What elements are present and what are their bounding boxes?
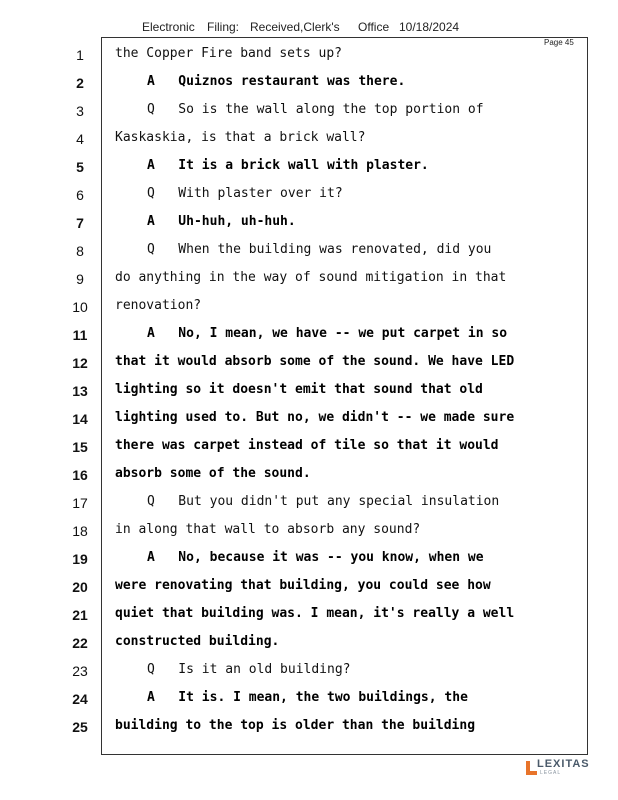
filing-stamp-word: Office [358,20,390,34]
line-number: 1 [76,47,84,63]
testimony-line: Q But you didn't put any special insulation [147,494,500,509]
page-number: Page 45 [544,38,574,47]
line-number: 22 [72,635,88,651]
testimony-line: renovation? [115,298,202,313]
testimony-line: Q When the building was renovated, did you [147,242,492,257]
testimony-answer-line: absorb some of the sound. [115,466,311,481]
line-number: 17 [72,495,88,511]
line-number: 19 [72,551,88,567]
line-number: 2 [76,75,84,91]
lexitas-logo-icon [524,760,538,776]
line-number: 12 [72,355,88,371]
testimony-answer-line: A No, because it was -- you know, when we [147,550,484,565]
testimony-answer-line: A It is a brick wall with plaster. [147,158,429,173]
line-number: 18 [72,523,88,539]
line-number: 16 [72,467,88,483]
testimony-answer-line: constructed building. [115,634,280,649]
line-number: 24 [72,691,88,707]
line-number: 6 [76,187,84,203]
line-number: 25 [72,719,88,735]
testimony-answer-line: A Quiznos restaurant was there. [147,74,406,89]
testimony-answer-line: A Uh-huh, uh-huh. [147,214,296,229]
line-number: 15 [72,439,88,455]
filing-stamp-word: Electronic [142,20,195,34]
testimony-answer-line: were renovating that building, you could see how [115,578,491,593]
line-number: 3 [76,103,84,119]
testimony-line: the Copper Fire band sets up? [115,46,342,61]
line-number: 14 [72,411,88,427]
testimony-line: Q So is the wall along the top portion of [147,102,484,117]
line-number: 4 [76,131,84,147]
line-number: 9 [76,271,84,287]
testimony-answer-line: A It is. I mean, the two buildings, the [147,690,468,705]
testimony-answer-line: A No, I mean, we have -- we put carpet in so [147,326,508,341]
line-number: 7 [76,215,84,231]
filing-stamp-word: Filing: [207,20,240,34]
testimony-line: do anything in the way of sound mitigation in that [115,270,507,285]
testimony-answer-line: that it would absorb some of the sound. We have LED [115,354,515,369]
line-number: 8 [76,243,84,259]
testimony-answer-line: lighting used to. But no, we didn't -- we made sure [115,410,515,425]
testimony-line: Q With plaster over it? [147,186,343,201]
testimony-answer-line: building to the top is older than the building [115,718,476,733]
testimony-answer-line: quiet that building was. I mean, it's really a well [115,606,515,621]
logo-subtitle: LEGAL [540,770,562,776]
line-number: 13 [72,383,88,399]
testimony-line: in along that wall to absorb any sound? [115,522,421,537]
filing-stamp [0,20,618,36]
testimony-answer-line: lighting so it doesn't emit that sound that old [115,382,483,397]
testimony-line: Kaskaskia, is that a brick wall? [115,130,366,145]
line-number: 23 [72,663,88,679]
filing-stamp-date: 10/18/2024 [399,20,460,34]
line-number: 5 [76,159,84,175]
line-number: 21 [72,607,88,623]
testimony-line: Q Is it an old building? [147,662,351,677]
logo-wordmark: LEXITAS [537,758,590,770]
testimony-answer-line: there was carpet instead of tile so that it would [115,438,499,453]
line-number: 20 [72,579,88,595]
line-number: 11 [72,327,88,343]
filing-stamp-word: Received,Clerk's [250,20,340,34]
line-number: 10 [72,299,88,315]
